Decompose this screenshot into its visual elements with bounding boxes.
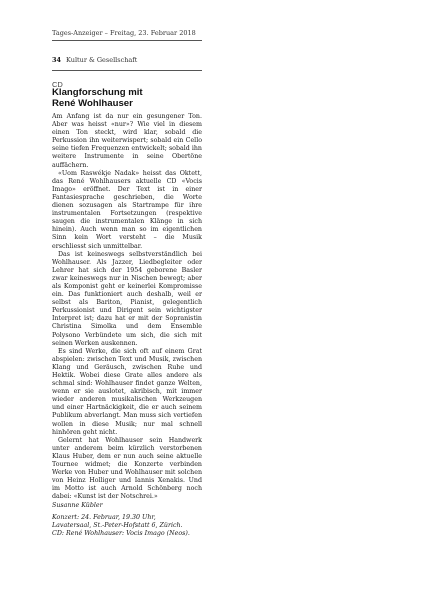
section-rule [52, 70, 202, 71]
info-line: Lavatersaal, St.-Peter-Hofstatt 6, Zürich. [52, 521, 183, 529]
page-header [52, 56, 137, 64]
article-paragraph: Am Anfang ist da nur ein gesungener Ton. Aber was heisst «nur»? Wie viel in diesem einen Ton steckt, wird klar, sobald die Perkussion ihn weiterwispert; sobald ein Cello seine tiefen Frequenzen entwickelt; sobald ihn weitere Instrumente in seine Obertöne auffächern. [52, 113, 202, 169]
masthead: Tages-Anzeiger – Freitag, 23. Februar 2018 [52, 29, 196, 37]
concert-info [52, 514, 202, 538]
article-paragraph: Es sind Werke, die sich oft auf einem Grat abspielen: zwischen Text und Musik, zwischen Klang und Geräusch, zwischen Ruhe und Hektik. Wobei diese Grate alles andere als schmal sind: Wohlhauser findet ganze Welten, wenn er sie auslotet, akribisch, mit immer wieder anderen musikalischen Werkzeugen und einer Hartnäckigkeit, die er auch seinem Publikum abverlangt. Man muss sich vertiefen wollen in diese Musik; nur mal schnell hinhören geht nicht. [52, 347, 202, 436]
info-line: Konzert: 24. Februar, 19.30 Uhr, [52, 513, 156, 521]
headline-line: Klangforschung mit [52, 87, 143, 98]
top-rule [52, 40, 202, 41]
article-headline [52, 88, 202, 109]
section-name: Kultur & Gesellschaft [66, 56, 138, 64]
article-body [52, 113, 202, 538]
article-author: Susanne Kübler [52, 501, 103, 509]
headline-line: René Wohlhauser [52, 97, 133, 109]
article-paragraph: Gelernt hat Wohlhauser sein Handwerk unter anderem beim kürzlich verstorbenen Klaus Huber, dem er nun auch seine aktuelle Tournee widmet; die Konzerte verbinden Werke von Huber und Wohlhauser mit solchen von Heinz Holliger und Iannis Xenakis. Und im Motto ist auch Arnold Schönberg noch dabei: «Kunst ist der Notschrei.» [52, 436, 202, 501]
article-paragraph: «Uom Raswékje Nadak» heisst das Oktett, das René Wohlhausers aktuelle CD «Vocis Imago» eröffnet. Der Text ist in einer Fantasiesprache geschrieben, die Worte dienen sozusagen als Startrampe für ihre instrumentalen Fortsetzungen (respektive saugen die instrumentalen Klänge in sich hinein). Auch wenn man so im eigentlichen Sinn kein Wort versteht – die Musik erschliesst sich unmittelbar. [52, 169, 202, 250]
article-paragraph: Das ist keineswegs selbstverständlich bei Wohlhauser. Als Jazzer, Liedbegleiter oder Lehrer hat sich der 1954 geborene Basler zwar keineswegs nur in Nischen bewegt; aber als Komponist geht er keinerlei Kompromisse ein. Das funktioniert auch deshalb, weil er selbst als Bariton, Pianist, gelegentlich Perkussionist und Dirigent sein wichtigster Interpret ist; dazu hat er mit der Sopranistin Christina Simolka und dem Ensemble Polysono Verbündete um sich, die sich mit seinen Werken auskennen. [52, 250, 202, 347]
info-line: CD: René Wohlhauser: Vocis Imago (Neos). [52, 529, 190, 537]
page-number: 34 [52, 56, 62, 64]
article-kicker: CD [52, 80, 63, 89]
